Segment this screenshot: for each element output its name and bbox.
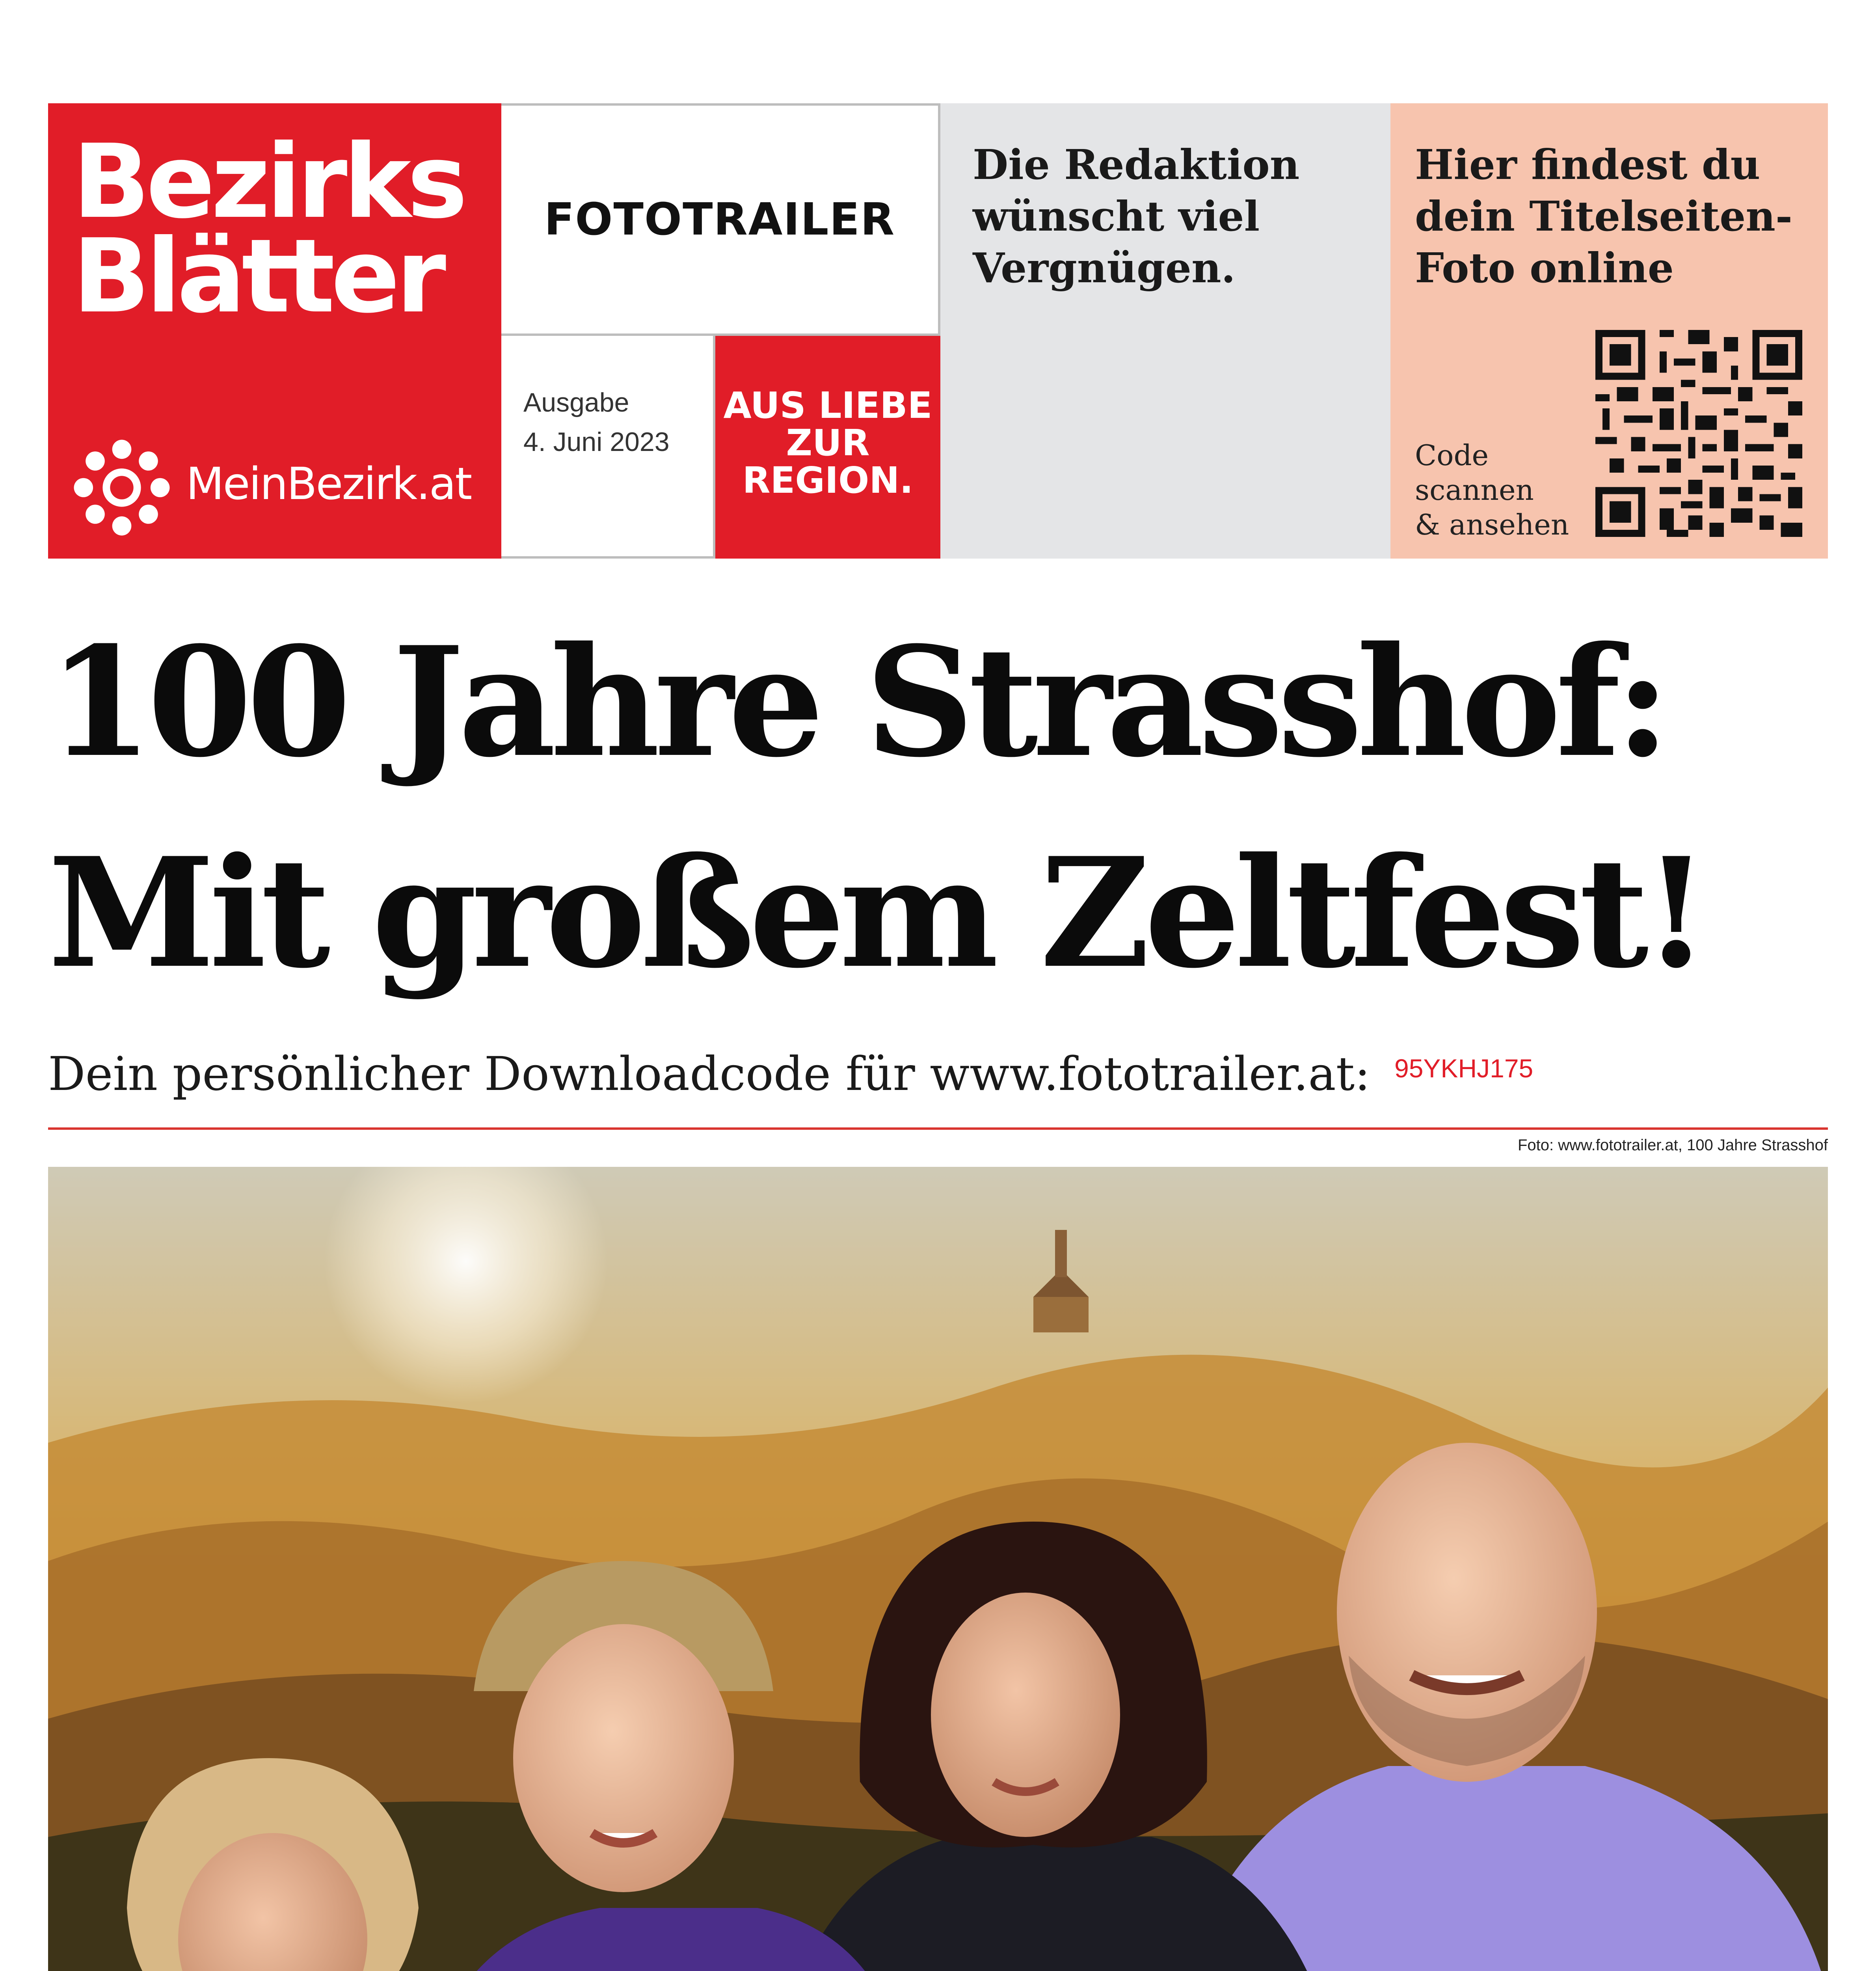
redaktion-line2: wünscht viel xyxy=(973,192,1260,241)
scan-line1: Code xyxy=(1415,439,1489,472)
section-title: FOTOTRAILER xyxy=(544,194,895,245)
qr-code-icon[interactable] xyxy=(1595,330,1802,537)
online-line2: dein Titelseiten- xyxy=(1415,192,1793,241)
issue-date: 4. Juni 2023 xyxy=(523,427,670,457)
slogan-line3: REGION. xyxy=(742,459,914,501)
brand-site: MeinBezirk.at xyxy=(186,458,471,510)
headline-line1: 100 Jahre Strasshof: xyxy=(48,614,1665,791)
brand-line1: Bezirks xyxy=(73,123,464,241)
redaktion-block xyxy=(940,103,1390,559)
sun-logo-icon xyxy=(69,434,175,541)
online-block xyxy=(1390,103,1828,559)
cover-photo xyxy=(48,1167,1828,1971)
download-code[interactable]: 95YKHJ175 xyxy=(1394,1054,1534,1083)
slogan-line2: ZUR xyxy=(786,421,870,464)
headline-line2: Mit großem Zeltfest! xyxy=(48,824,1704,1002)
scan-line2: scannen xyxy=(1415,473,1534,507)
slogan-line1: AUS LIEBE xyxy=(723,384,932,427)
family-photo-illustration xyxy=(48,1167,1828,1971)
headline xyxy=(48,597,1822,1019)
redaktion-line1: Die Redaktion xyxy=(973,140,1300,189)
slogan-block xyxy=(715,336,940,559)
online-line3: Foto online xyxy=(1415,244,1674,292)
online-line1: Hier findest du xyxy=(1415,140,1761,189)
divider xyxy=(48,1127,1828,1130)
photo-credit: Foto: www.fototrailer.at, 100 Jahre Strasshof xyxy=(1517,1136,1828,1154)
issue-info xyxy=(501,336,715,559)
brand-line2: Blätter xyxy=(73,217,443,335)
issue-label: Ausgabe xyxy=(523,387,629,417)
scan-hint xyxy=(1415,438,1569,542)
section-label xyxy=(501,103,940,336)
brand-block xyxy=(48,103,501,559)
redaktion-line3: Vergnügen. xyxy=(973,244,1236,292)
scan-line3: & ansehen xyxy=(1415,508,1569,541)
download-text: Dein persönlicher Downloadcode für www.fototrailer.at: xyxy=(48,1047,1370,1101)
